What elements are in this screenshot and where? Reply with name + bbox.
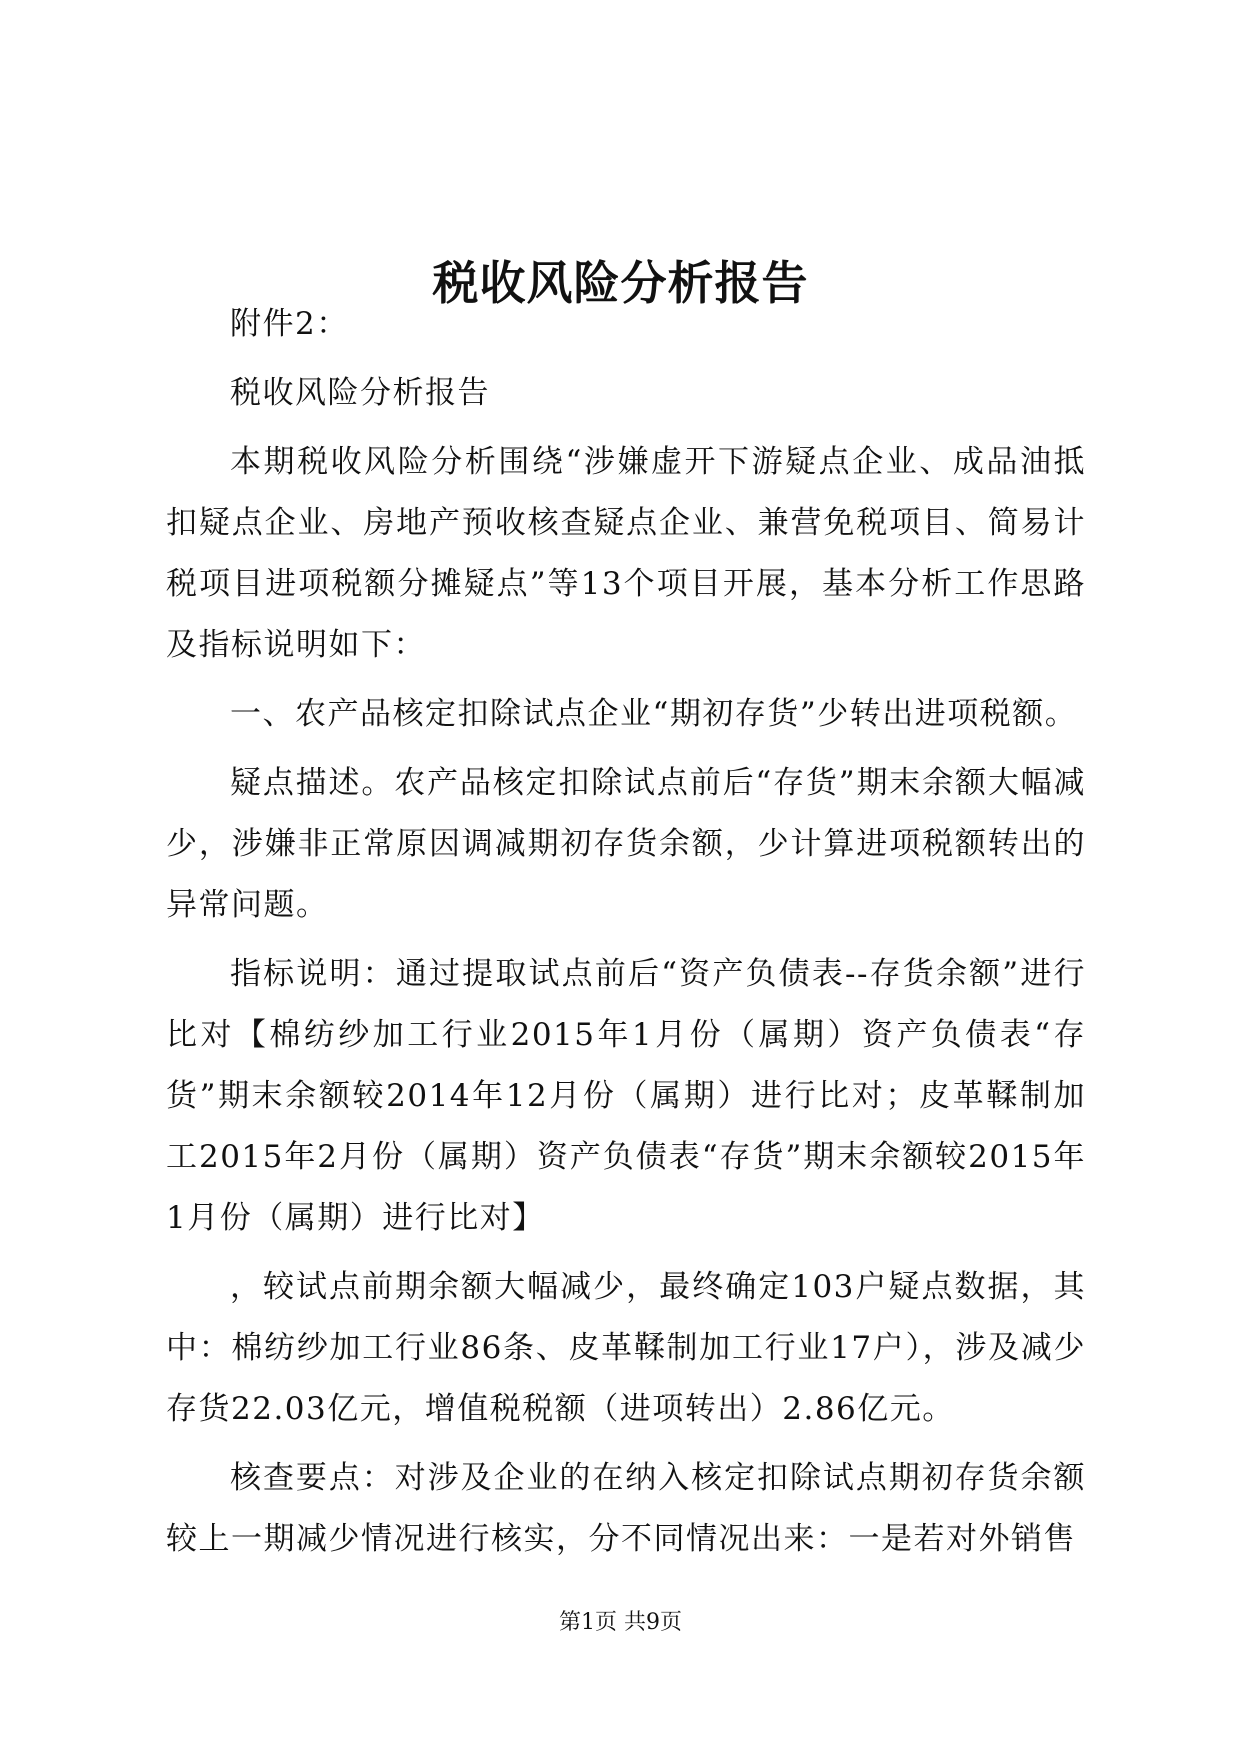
document-body bbox=[166, 294, 1086, 1578]
document-title: 税收风险分析报告 bbox=[432, 255, 809, 310]
paragraph-result-summary: ，较试点前期余额大幅减少，最终确定103户疑点数据，其中：棉纺纱加工行业86条、皮革鞣制加工行业17户），涉及减少存货22.03亿元，增值税税额（进项转出）2.86亿元。 bbox=[166, 1269, 1086, 1427]
paragraph-report-name: 税收风险分析报告 bbox=[230, 375, 490, 411]
paragraph-section-heading: 一、农产品核定扣除试点企业“期初存货”少转出进项税额。 bbox=[230, 696, 1078, 732]
page-number-footer: 第1页 共9页 bbox=[559, 1610, 682, 1635]
paragraph-suspicion-description: 疑点描述。农产品核定扣除试点前后“存货”期末余额大幅减少，涉嫌非正常原因调减期初存货余额，少计算进项税额转出的异常问题。 bbox=[166, 765, 1086, 923]
paragraph-verification-points: 核查要点：对涉及企业的在纳入核定扣除试点期初存货余额较上一期减少情况进行核实，分不同情况出来：一是若对外销售 bbox=[166, 1460, 1086, 1557]
paragraph-intro: 本期税收风险分析围绕“涉嫌虚开下游疑点企业、成品油抵扣疑点企业、房地产预收核查疑点企业、兼营免税项目、简易计税项目进项税额分摊疑点”等13个项目开展，基本分析工作思路及指标说明如下： bbox=[166, 444, 1086, 663]
paragraph-indicator-explanation: 指标说明：通过提取试点前后“资产负债表--存货余额”进行比对【棉纺纱加工行业2015年1月份（属期）资产负债表“存货”期末余额较2014年12月份（属期）进行比对；皮革鞣制加工2015年2月份（属期）资产负债表“存货”期末余额较2015年1月份（属期）进行比对】 bbox=[166, 956, 1086, 1236]
paragraph-attachment-label: 附件2： bbox=[230, 306, 349, 342]
